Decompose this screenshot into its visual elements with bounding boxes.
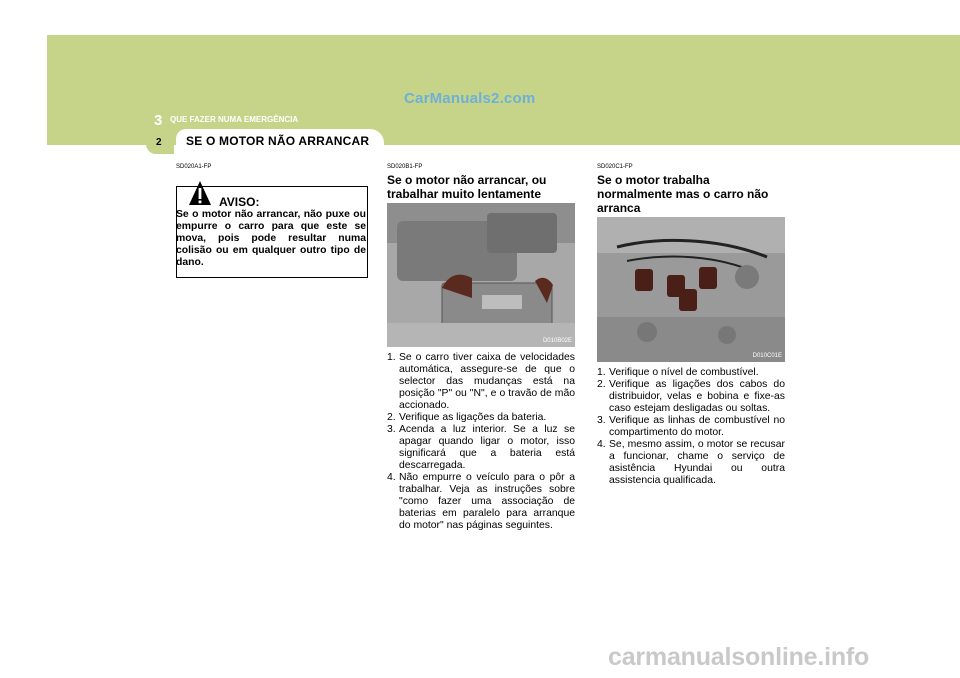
section-code: SD020B1-FP (387, 164, 423, 170)
ignition-photo (597, 217, 785, 362)
steps-list-engine-slow (387, 352, 575, 532)
steps-list-engine-runs (597, 367, 785, 487)
list-item (387, 412, 575, 424)
item-text: Se, mesmo assim, o motor se recusar a funcionar, chame o serviço de asistência Hyundai ou outra assistencia qualificada. (609, 439, 785, 486)
subsection-title: Se o motor não arrancar, ou trabalhar muito lentamente (387, 173, 547, 201)
item-text: Acenda a luz interior. Se a luz se apagar quando ligar o motor, isso significará que a bateria está descarregada. (399, 424, 575, 471)
item-number: 4. (597, 439, 606, 450)
column-engine-runs (597, 163, 785, 215)
item-number: 1. (597, 367, 606, 378)
list-item (597, 415, 785, 439)
item-text: Verifique as linhas de combustível no compartimento do motor. (609, 415, 785, 438)
item-number: 2. (597, 379, 606, 390)
item-text: Verifique as ligações da bateria. (399, 412, 547, 423)
chapter-number: 3 (154, 112, 163, 129)
chapter-title: QUE FAZER NUMA EMERGÊNCIA (170, 115, 299, 124)
item-text: Não empurre o veículo para o pôr a trabalhar. Veja as instruções sobre "como fazer uma associação de baterias em paralelo para arranque do motor" nas páginas seguintes. (399, 472, 575, 531)
list-item (597, 379, 785, 415)
list-item (387, 424, 575, 472)
item-number: 3. (387, 424, 396, 435)
battery-illustration (387, 203, 575, 347)
list-item (597, 367, 785, 379)
page-number: 2 (156, 137, 162, 148)
column-engine-slow (387, 163, 575, 201)
item-number: 2. (387, 412, 396, 423)
list-item (597, 439, 785, 487)
image-label: D010B02E (542, 338, 572, 344)
image-label: D010C01E (752, 353, 782, 359)
footer-watermark-link[interactable]: carmanualsonline.info (608, 643, 870, 671)
section-title: SE O MOTOR NÃO ARRANCAR (186, 134, 370, 148)
warning-title: AVISO: (219, 195, 260, 209)
battery-photo (387, 203, 575, 347)
list-item (387, 352, 575, 412)
item-number: 1. (387, 352, 396, 363)
column-warning (176, 163, 366, 171)
ignition-coils-illustration (597, 217, 785, 362)
subsection-title: Se o motor trabalha normalmente mas o carro não arranca (597, 173, 769, 215)
warning-icon (188, 180, 212, 206)
section-code: SD020A1-FP (176, 164, 212, 170)
warning-text: Se o motor não arrancar, não puxe ou empurre o carro para que este se mova, pois pode resultar numa colisão ou em qualquer outro tipo de dano. (176, 209, 366, 268)
site-watermark-link[interactable]: CarManuals2.com (404, 90, 536, 107)
list-item (387, 472, 575, 532)
section-code: SD020C1-FP (597, 164, 633, 170)
item-number: 4. (387, 472, 396, 483)
item-number: 3. (597, 415, 606, 426)
item-text: Verifique as ligações dos cabos do distribuidor, velas e bobina e fixe-as caso estejam desligadas ou soltas. (609, 379, 785, 414)
item-text: Se o carro tiver caixa de velocidades automática, assegure-se de que o selector das mudanças está na posição "P" ou "N", e o travão de mão accionado. (399, 352, 575, 411)
item-text: Verifique o nível de combustível. (609, 367, 759, 378)
